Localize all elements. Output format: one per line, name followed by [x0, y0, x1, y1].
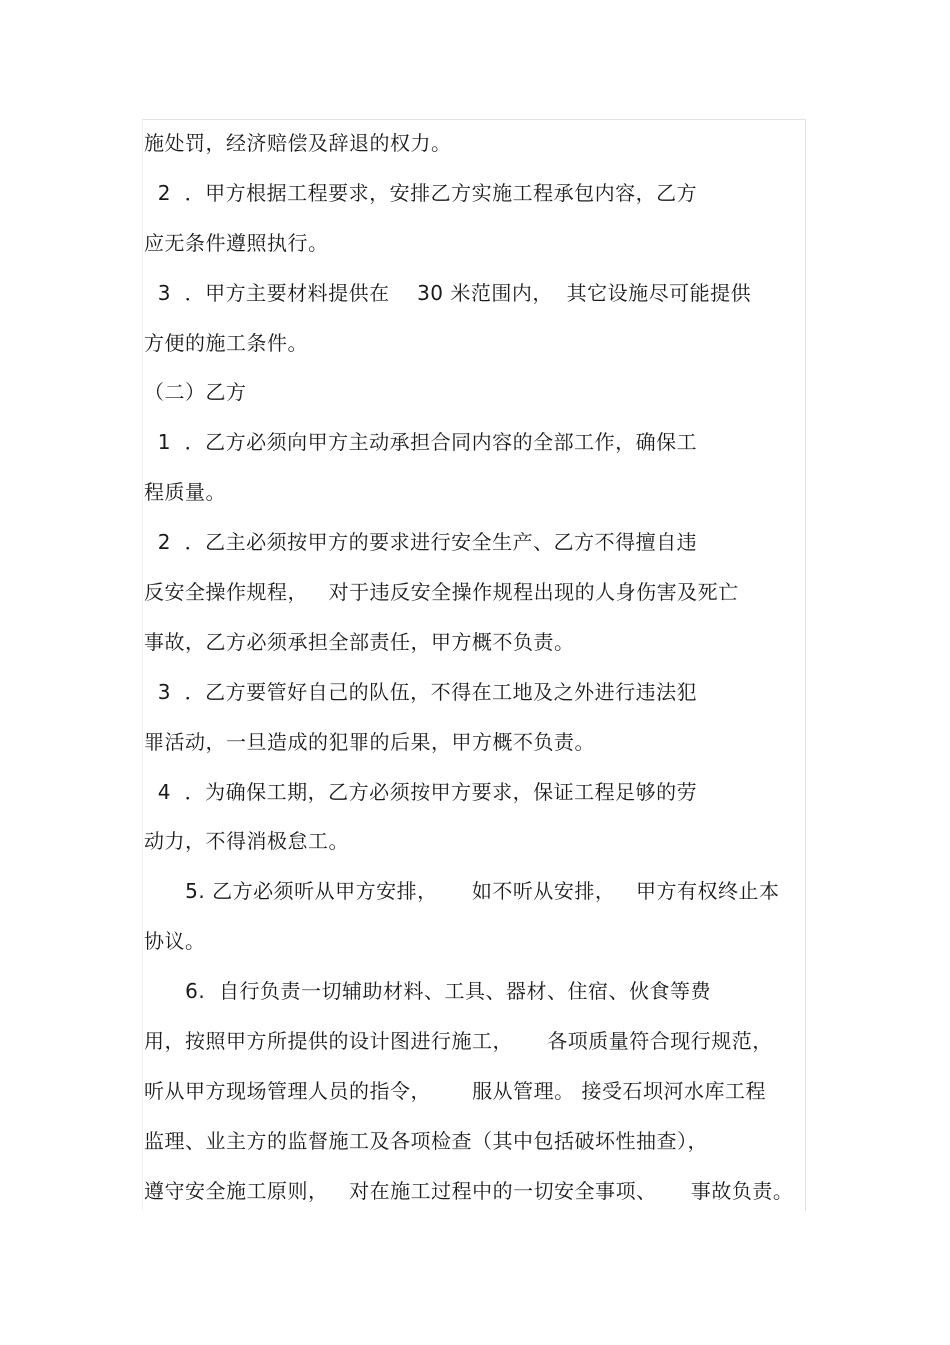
text-line: 用，按照甲方所提供的设计图进行施工， 各项质量符合现行规范，: [144, 1029, 773, 1053]
text-line: 动力，不得消极怠工。: [144, 829, 349, 853]
text-line: 方便的施工条件。: [144, 331, 308, 355]
text-line: 3 ．甲方主要材料提供在 30 米范围内， 其它设施尽可能提供: [144, 281, 752, 305]
text-line: 施处罚，经济赔偿及辞退的权力。: [144, 131, 452, 155]
text-line: 5. 乙方必须听从甲方安排， 如不听从安排， 甲方有权终止本: [144, 879, 780, 903]
section-heading: （二）乙方: [144, 380, 247, 404]
text-line: 协议。: [144, 929, 206, 953]
text-line: 遵守安全施工原则， 对在施工过程中的一切安全事项、 事故负责。: [144, 1179, 794, 1203]
text-line: 应无条件遵照执行。: [144, 231, 329, 255]
text-line: 事故，乙方必须承担全部责任，甲方概不负责。: [144, 630, 575, 654]
text-line: 1 ．乙方必须向甲方主动承担合同内容的全部工作，确保工: [144, 430, 698, 454]
text-line: 4 ．为确保工期，乙方必须按甲方要求，保证工程足够的劳: [144, 780, 698, 804]
text-line: 2 ．乙主必须按甲方的要求进行安全生产、乙方不得擅自违: [144, 530, 698, 554]
text-line: 反安全操作规程， 对于违反安全操作规程出现的人身伤害及死亡: [144, 580, 739, 604]
text-line: 监理、业主方的监督施工及各项检查（其中包括破坏性抽查），: [144, 1129, 708, 1153]
text-line: 2 ．甲方根据工程要求，安排乙方实施工程承包内容，乙方: [144, 181, 698, 205]
text-line: 罪活动，一旦造成的犯罪的后果，甲方概不负责。: [144, 730, 595, 754]
text-line: 听从甲方现场管理人员的指令， 服从管理。 接受石坝河水库工程: [144, 1079, 767, 1103]
text-line: 3 ．乙方要管好自己的队伍，不得在工地及之外进行违法犯: [144, 680, 698, 704]
text-line: 程质量。: [144, 480, 226, 504]
text-line: 6. 自行负责一切辅助材料、工具、器材、住宿、伙食等费: [144, 979, 711, 1003]
